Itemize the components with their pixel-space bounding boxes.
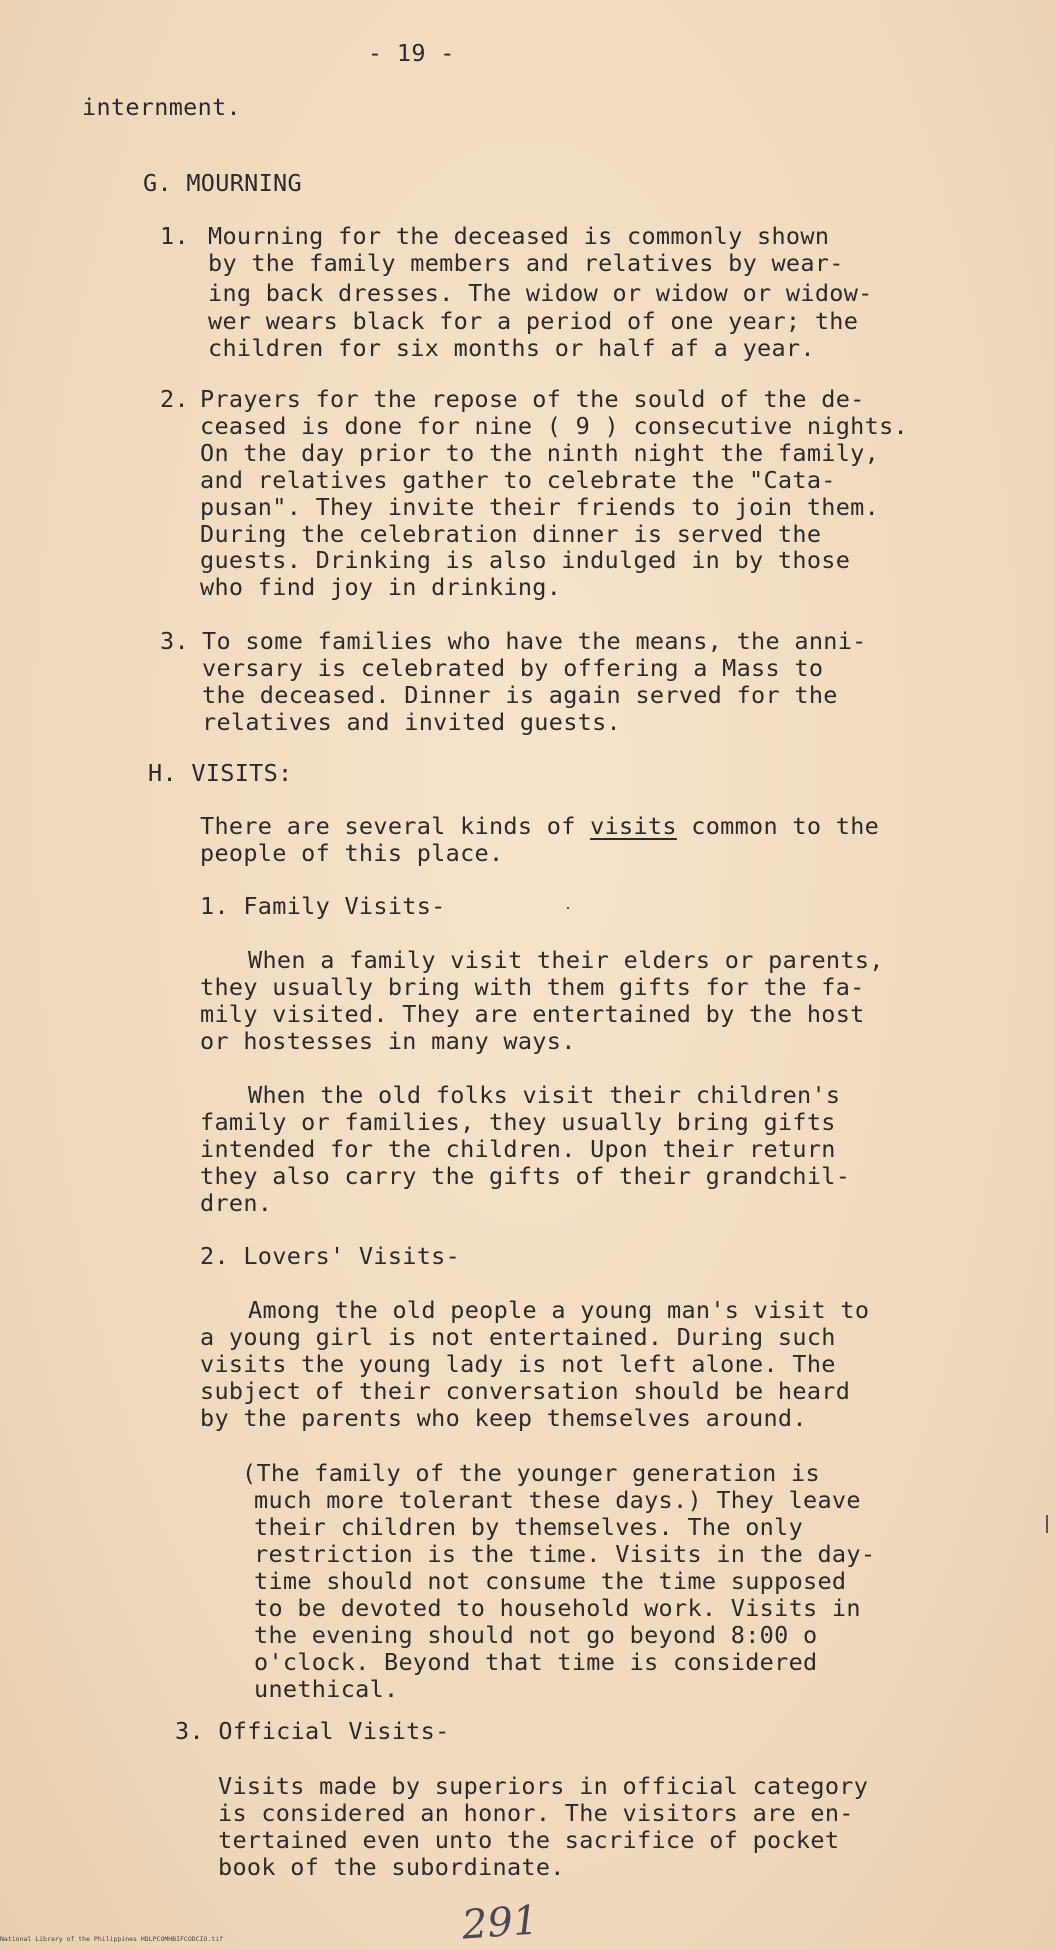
h-intro-line [200, 813, 879, 840]
g-item-2-line: During the celebration dinner is served the [200, 520, 822, 548]
g-item-3-line: To some families who have the means, the anni- [202, 627, 867, 655]
lovers-visits-line: unethical. [254, 1675, 399, 1703]
g-item-1-line: ing back dresses. The widow or widow or widow- [208, 279, 873, 307]
official-visits-line: Visits made by superiors in official category [218, 1772, 869, 1800]
g-item-2-line: and relatives gather to celebrate the "Cata- [200, 466, 836, 494]
family-visits-line: When a family visit their elders or parents, [248, 946, 884, 974]
lovers-visits-line: a young girl is not entertained. During such [200, 1323, 836, 1351]
lovers-visits-line: by the parents who keep themselves around. [200, 1404, 807, 1432]
g-item-2-number: 2. [160, 385, 189, 413]
h-intro-text: common to the [676, 812, 880, 840]
g-item-2-line: On the day prior to the ninth night the family, [200, 439, 880, 467]
h-intro-underlined: visits [590, 812, 677, 840]
lovers-visits-line: o'clock. Beyond that time is considered [254, 1648, 818, 1676]
lovers-visits-line: visits the young lady is not left alone. The [200, 1350, 836, 1378]
margin-mark [567, 907, 569, 909]
g-item-1-line: Mourning for the deceased is commonly shown [208, 222, 830, 250]
lovers-visits-line: (The family of the younger generation is [242, 1459, 820, 1487]
lovers-visits-line: their children by themselves. The only [254, 1513, 804, 1541]
g-item-3-number: 3. [160, 627, 189, 655]
family-visits-heading: 1. Family Visits- [200, 892, 446, 920]
official-visits-line: tertained even unto the sacrifice of pocket [218, 1826, 840, 1854]
section-h-heading: H. VISITS: [148, 759, 293, 787]
g-item-1-line: by the family members and relatives by wear- [208, 249, 844, 277]
lovers-visits-line: subject of their conversation should be heard [200, 1377, 851, 1405]
g-item-2-line: ceased is done for nine ( 9 ) consecutive nights. [200, 412, 908, 440]
family-visits-line: they also carry the gifts of their grandchil- [200, 1162, 851, 1190]
g-item-2-line: guests. Drinking is also indulged in by those [200, 546, 851, 574]
family-visits-line: intended for the children. Upon their return [200, 1135, 836, 1163]
section-g-heading: G. MOURNING [143, 169, 302, 197]
lovers-visits-line: to be devoted to household work. Visits in [254, 1594, 861, 1622]
continued-text: internment. [82, 93, 241, 121]
g-item-2-line: who find joy in drinking. [200, 573, 562, 601]
lovers-visits-line: restriction is the time. Visits in the day- [254, 1540, 876, 1568]
g-item-3-line: versary is celebrated by offering a Mass to [202, 654, 824, 682]
h-intro-text: There are several kinds of [200, 812, 591, 840]
g-item-2-line: Prayers for the repose of the sould of the de- [200, 385, 865, 413]
family-visits-line: dren. [200, 1189, 273, 1217]
official-visits-line: is considered an honor. The visitors are en- [218, 1799, 854, 1827]
family-visits-line: When the old folks visit their children's [248, 1081, 841, 1109]
family-visits-line: they usually bring with them gifts for the fa- [200, 973, 865, 1001]
footer-archive-label: National Library of the Philippines HDLPCOMHBIFCODCIO.tif [0, 1935, 224, 1943]
h-intro-line: people of this place. [200, 839, 504, 867]
g-item-3-line: relatives and invited guests. [202, 708, 621, 736]
family-visits-line: or hostesses in many ways. [200, 1027, 576, 1055]
lovers-visits-line: Among the old people a young man's visit to [248, 1296, 870, 1324]
g-item-1-line: wer wears black for a period of one year; the [208, 307, 859, 335]
g-item-3-line: the deceased. Dinner is again served for the [202, 681, 838, 709]
family-visits-line: mily visited. They are entertained by the host [200, 1000, 865, 1028]
official-visits-line: book of the subordinate. [218, 1853, 565, 1881]
family-visits-line: family or families, they usually bring gifts [200, 1108, 836, 1136]
official-visits-heading: 3. Official Visits- [175, 1717, 450, 1745]
g-item-1-number: 1. [160, 222, 189, 250]
lovers-visits-line: the evening should not go beyond 8:00 o [254, 1621, 818, 1649]
lovers-visits-line: time should not consume the time supposed [254, 1567, 847, 1595]
lovers-visits-heading: 2. Lovers' Visits- [200, 1242, 461, 1270]
lovers-visits-line: much more tolerant these days.) They leave [254, 1486, 861, 1514]
g-item-1-line: children for six months or half af a year. [208, 334, 815, 362]
handwritten-page-number: 291 [460, 1897, 540, 1949]
margin-mark [1046, 1515, 1048, 1533]
page-number: - 19 - [368, 39, 455, 67]
g-item-2-line: pusan". They invite their friends to join them. [200, 493, 880, 521]
